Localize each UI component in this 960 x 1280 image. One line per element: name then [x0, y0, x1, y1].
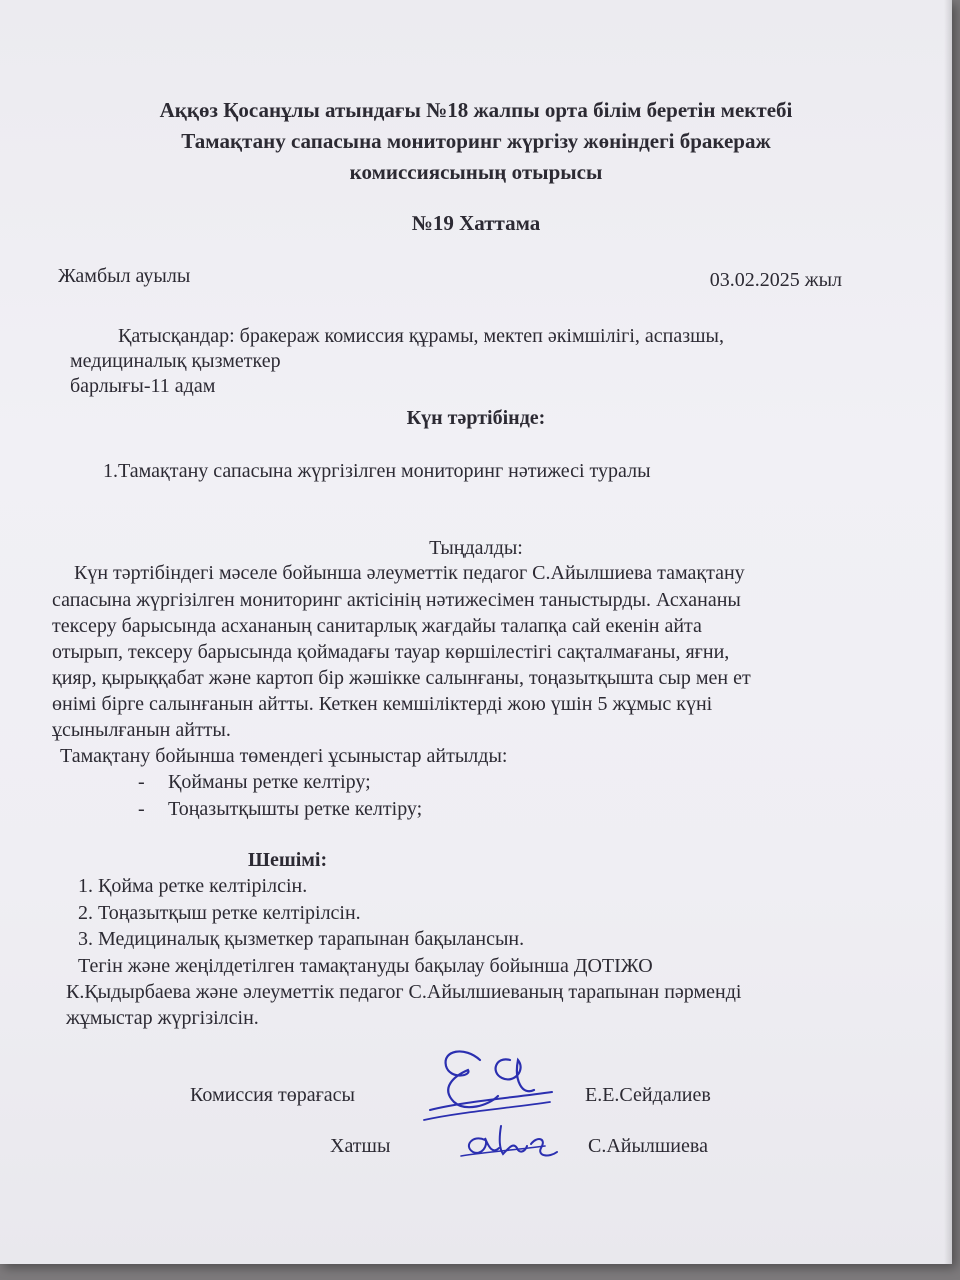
chair-role: Комиссия төрағасы [190, 1084, 355, 1106]
place-text: Жамбыл ауылы [58, 265, 191, 287]
agenda-title: Күн тәртібінде: [406, 407, 546, 429]
decision-item-1: 1. Қойма ретке келтірілсін. [78, 875, 308, 897]
decision-item-2: 2. Тоңазытқыш ретке келтірілсін. [78, 902, 361, 924]
heard-line-2: сапасына жүргізілген мониторинг актісінің нәтижесімен таныстырды. Асхананы [52, 589, 741, 611]
heard-line-1: Күн тәртібіндегі мәселе бойынша әлеуметтік педагог С.Айылшиева тамақтану [74, 562, 745, 584]
proposals-intro: Тамақтану бойынша төмендегі ұсыныстар айтылды: [60, 745, 508, 767]
secretary-role: Хатшы [330, 1135, 391, 1157]
bullet-dash: - [138, 798, 145, 820]
heard-line-6: өнімі бірге салынғанын айтты. Кеткен кемшіліктерді жою үшін 5 жұмыс күні [52, 693, 713, 715]
decision-extra-1: Тегін және жеңілдетілген тамақтануды бақылау бойынша ДОТІЖО [78, 955, 653, 977]
bullet-dash: - [138, 771, 145, 793]
secretary-signature [455, 1118, 565, 1168]
proposal-item-2 [138, 797, 422, 821]
heard-line-5: қияр, қырыққабат және картоп бір жәшікке салынғаны, тоңазытқышта сыр мен ет [52, 667, 751, 689]
agenda-item-1: 1.Тамақтану сапасына жүргізілген мониторинг нәтижесі туралы [103, 460, 651, 482]
proposal-item-1-text: Қойманы ретке келтіру; [168, 771, 371, 793]
decision-extra-3: жұмыстар жүргізілсін. [66, 1007, 259, 1029]
heard-line-3: тексеру барысында асхананың санитарлық жағдайы талапқа сай екенін айта [52, 615, 702, 637]
protocol-title: №19 Хаттама [411, 211, 541, 235]
heard-line-4: отырып, тексеру барысында қоймадағы тауар көршілестігі сақталмағаны, яғни, [52, 641, 730, 663]
participants-total: барлығы-11 адам [70, 375, 216, 397]
participants-line-1: Қатысқандар: бракераж комиссия құрамы, мектеп әкімшілігі, аспазшы, [118, 325, 724, 347]
participants-line-2: медициналық қызметкер [70, 350, 281, 372]
chair-name: Е.Е.Сейдалиев [585, 1084, 711, 1106]
heard-title: Тыңдалды: [429, 537, 523, 559]
meeting-heading: комиссиясының отырысы [349, 160, 603, 184]
heard-line-7: ұсынылғанын айтты. [52, 719, 231, 741]
school-name-heading: Аққөз Қосанұлы атындағы №18 жалпы орта білім беретін мектебі [159, 98, 793, 122]
commission-heading: Тамақтану сапасына мониторинг жүргізу жөніндегі бракераж [181, 129, 771, 153]
proposal-item-2-text: Тоңазытқышты ретке келтіру; [168, 798, 423, 820]
decision-item-3: 3. Медициналық қызметкер тарапынан бақылансын. [78, 928, 525, 950]
proposal-item-1 [138, 770, 371, 794]
date-text: 03.02.2025 жыл [709, 269, 842, 291]
decision-extra-2: К.Қыдырбаева және әлеуметтік педагог С.Айылшиеваның тарапынан пәрменді [66, 981, 742, 1003]
secretary-name: С.Айылшиева [588, 1135, 708, 1157]
decision-title: Шешімі: [248, 849, 328, 871]
